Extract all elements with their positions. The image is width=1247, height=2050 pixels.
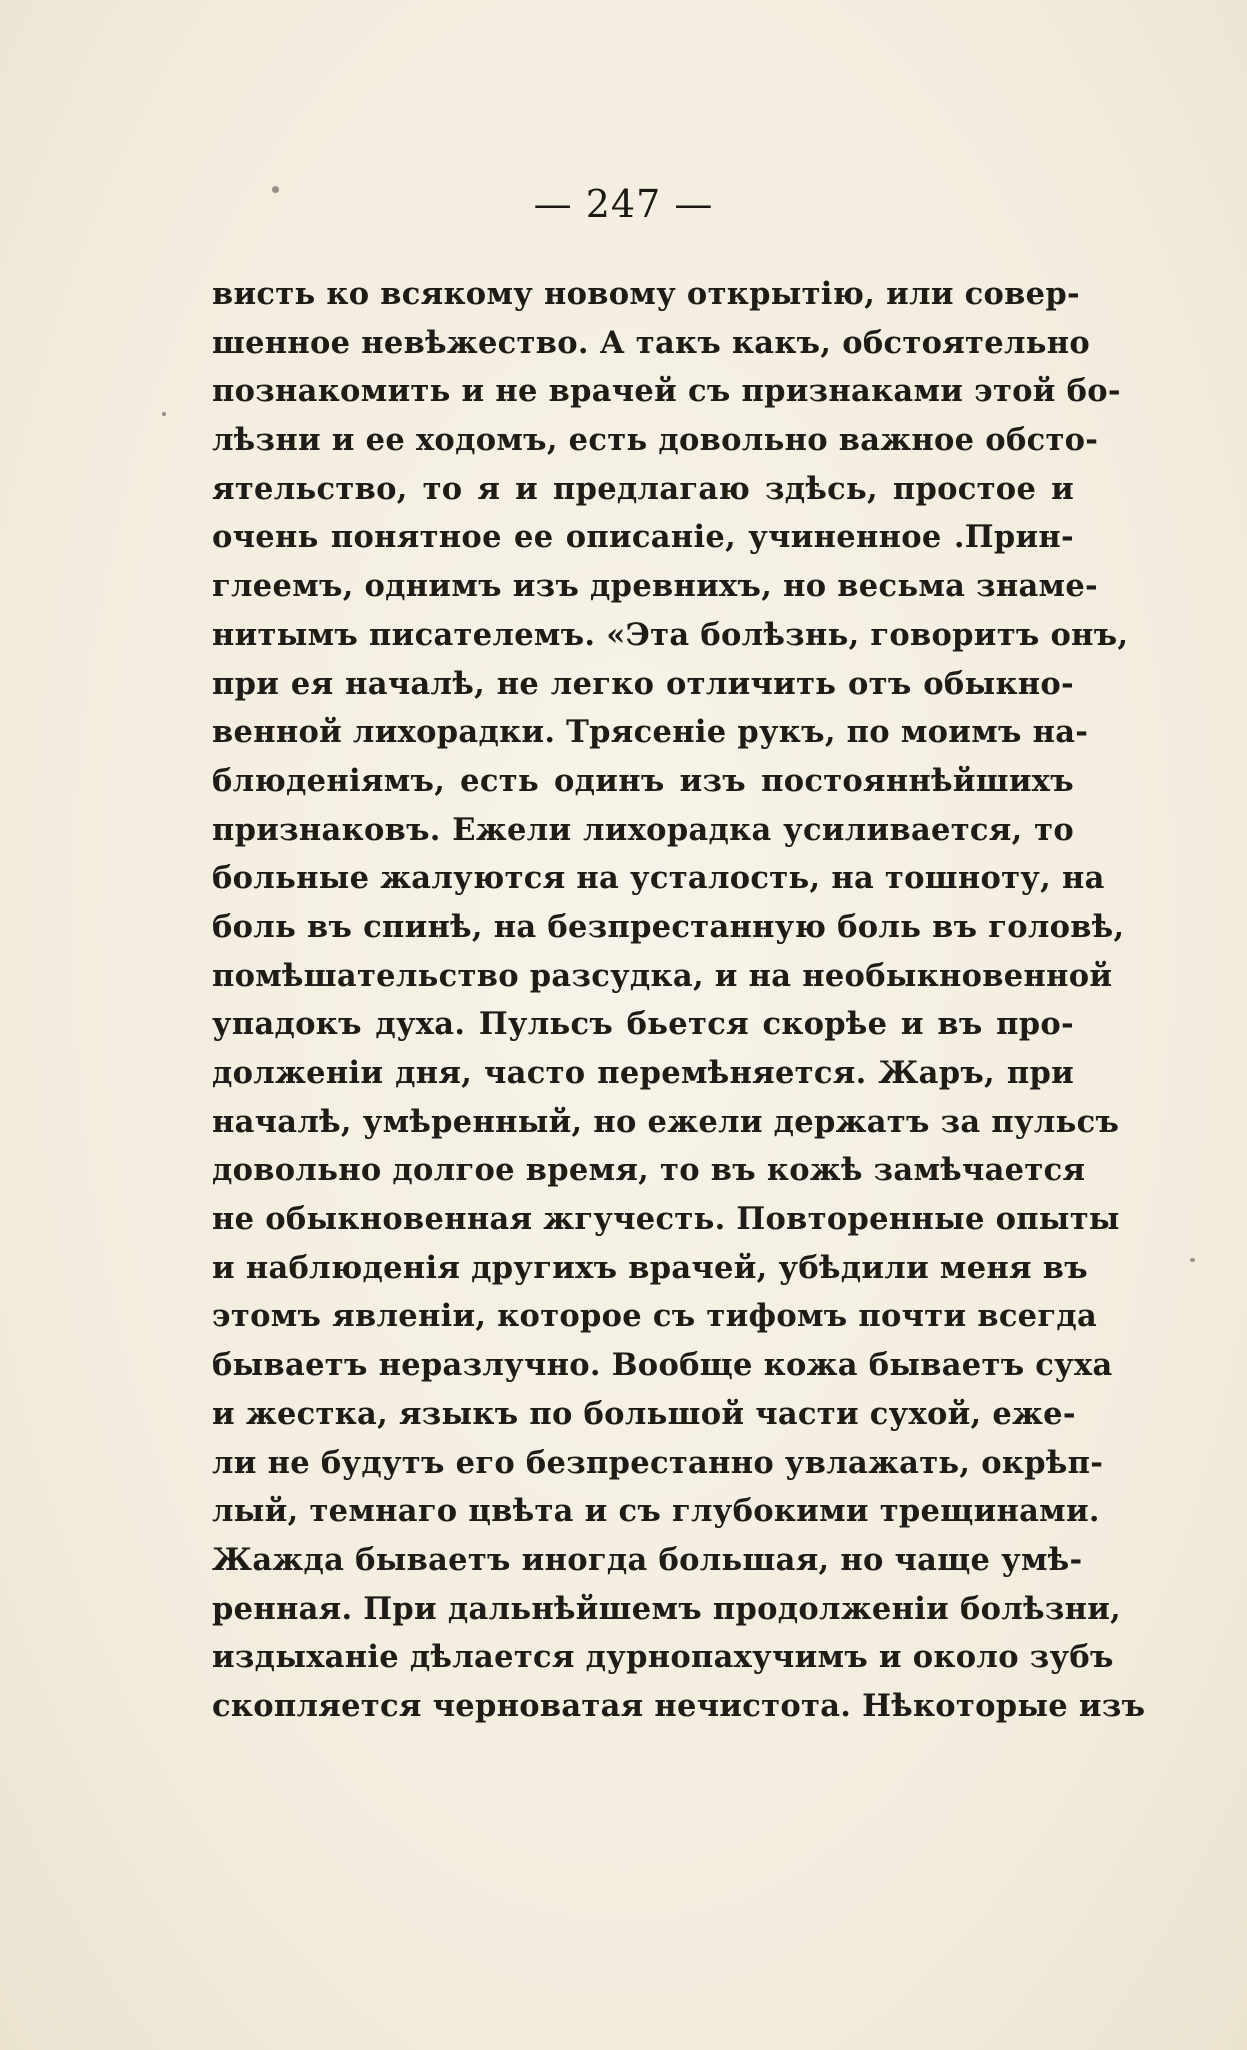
text-line: глеемъ, однимъ изъ древнихъ, но весьма знаме- (212, 568, 1099, 605)
text-line: помѣшательство разсудка, и на необыкновенной (212, 957, 1113, 994)
text-line: издыханіе дѣлается дурнопахучимъ и около зубъ (212, 1639, 1114, 1676)
text-line: и жестка, языкъ по большой части сухой, еже- (212, 1395, 1076, 1432)
text-body (212, 270, 1146, 1731)
text-line: висть ко всякому новому открытію, или совер- (212, 276, 1080, 312)
ink-speck (1190, 1258, 1195, 1262)
text-line: этомъ явленіи, которое съ тифомъ почти всегда (212, 1298, 1098, 1335)
text-line: бываетъ неразлучно. Вообще кожа бываетъ суха (212, 1347, 1113, 1384)
text-line: долженіи дня, часто перемѣняется. Жаръ, при (212, 1055, 1074, 1091)
text-line: лѣзни и ее ходомъ, есть довольно важное обсто- (212, 422, 1099, 459)
text-line: боль въ спинѣ, на безпрестанную боль въ головѣ, (212, 908, 1125, 945)
text-line: блюденіямъ, есть одинъ изъ постояннѣйшихъ (212, 762, 1074, 799)
text-line: познакомить и не врачей съ признаками этой бо- (212, 373, 1121, 410)
text-line: больные жалуются на усталость, на тошноту, на (212, 860, 1105, 897)
text-line: и наблюденія другихъ врачей, убѣдили меня въ (212, 1249, 1088, 1286)
text-line: ренная. При дальнѣйшемъ продолженіи болѣзни, (212, 1590, 1122, 1627)
text-line: очень понятное ее описаніе, учиненное .Прин- (212, 519, 1074, 556)
text-line: шенное невѣжество. А такъ какъ, обстоятельно (212, 324, 1091, 361)
text-line: нитымъ писателемъ. «Эта болѣзнь, говоритъ онъ, (212, 616, 1129, 653)
text-line: признаковъ. Ежели лихорадка усиливается, то (212, 811, 1074, 848)
text-line: ли не будутъ его безпрестанно увлажать, окрѣп- (212, 1444, 1104, 1481)
text-line: венной лихорадки. Трясеніе рукъ, по моимъ на- (212, 714, 1089, 751)
text-line: ятельство, то я и предлагаю здѣсь, простое и (212, 470, 1074, 507)
text-line: Жажда бываетъ иногда большая, но чаще умѣ- (212, 1541, 1083, 1578)
text-line: скопляется черноватая нечистота. Нѣкоторые изъ (212, 1687, 1146, 1724)
ink-speck (162, 412, 166, 416)
text-line: началѣ, умѣренный, но ежели держатъ за пульсъ (212, 1103, 1120, 1140)
text-line: упадокъ духа. Пульсъ бьется скорѣе и въ про- (212, 1006, 1074, 1043)
text-line: довольно долгое время, то въ кожѣ замѣчается (212, 1152, 1086, 1189)
text-line: при ея началѣ, не легко отличить отъ обыкно- (212, 665, 1074, 702)
page-number: — 247 — (533, 182, 714, 226)
text-line: не обыкновенная жгучесть. Повторенные опыты (212, 1201, 1120, 1238)
text-line: лый, темнаго цвѣта и съ глубокими трещинами. (212, 1493, 1100, 1530)
